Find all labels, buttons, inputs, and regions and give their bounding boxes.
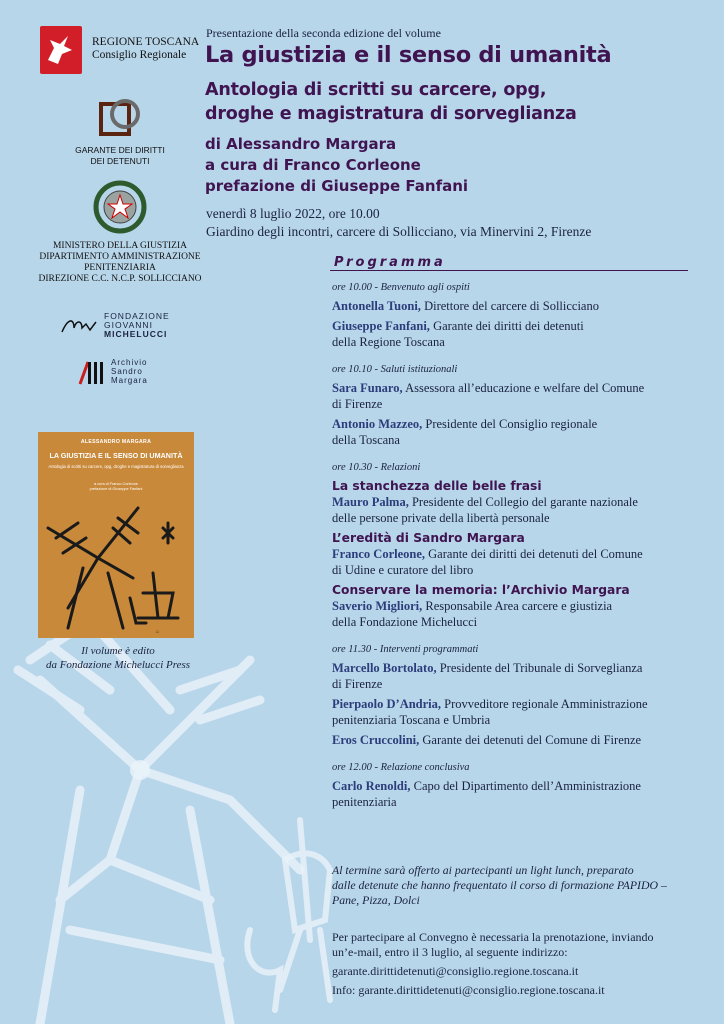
speaker-name: Sara Funaro, <box>332 381 403 395</box>
speaker-role: Provveditore regionale Amministrazione <box>444 697 648 711</box>
talk-title: La stanchezza delle belle frasi <box>332 479 542 493</box>
book-author: ALESSANDRO MARGARA <box>80 439 152 445</box>
speaker-entry <box>332 696 692 728</box>
archivio-margara-logo <box>78 358 188 388</box>
speaker-role-cont: di Udine e curatore del libro <box>332 563 474 577</box>
presentation-label: Presentazione della seconda edizione del volume <box>206 26 441 40</box>
book-credits <box>48 482 184 492</box>
speaker-name: Mauro Palma, <box>332 495 409 509</box>
ministero-line-2: DIPARTIMENTO AMMINISTRAZIONE <box>39 252 201 262</box>
italian-emblem-icon <box>93 180 147 234</box>
archivio-line-1: Archivio <box>111 358 148 367</box>
regione-line-1: REGIONE TOSCANA <box>92 36 200 48</box>
talk-title: L’eredità di Sandro Margara <box>332 531 525 545</box>
speaker-name: Marcello Bortolato, <box>332 661 437 675</box>
speaker-entry <box>332 494 692 526</box>
speaker-entry <box>332 546 692 578</box>
speaker-role-cont: della Fondazione Michelucci <box>332 615 478 629</box>
credit-preface: prefazione di Giuseppe Fanfani <box>205 177 469 195</box>
speaker-role: Direttore del carcere di Sollicciano <box>424 299 599 313</box>
speaker-name: Antonella Tuoni, <box>332 299 421 313</box>
book-cover <box>38 432 194 638</box>
fondazione-line-3: MICHELUCCI <box>104 329 168 339</box>
talk-title: Conservare la memoria: l’Archivio Margara <box>332 583 630 597</box>
session-time: ore 10.00 - Benvenuto agli ospiti <box>332 282 470 293</box>
speaker-name: Giuseppe Fanfani, <box>332 319 430 333</box>
fondazione-line-2: GIOVANNI <box>104 320 153 330</box>
speaker-entry <box>332 732 692 748</box>
lunch-note <box>332 863 692 908</box>
speaker-role: Responsabile Area carcere e giustizia <box>425 599 613 613</box>
michelucci-signature-icon <box>60 316 102 336</box>
booking-line-1: Per partecipare al Convegno è necessaria la prenotazione, inviando <box>332 930 654 944</box>
book-subtitle: Antologia di scritti su carcere, opg, droghe e magistratura di sorveglianza <box>48 464 184 469</box>
booking-info <box>332 930 692 1002</box>
speaker-role: Assessora all’educazione e welfare del Comune <box>405 381 645 395</box>
book-note-line-1: Il volume è edito <box>81 645 155 657</box>
event-place: Giardino degli incontri, carcere di Sollicciano, via Minervini 2, Firenze <box>206 224 592 239</box>
speaker-entry <box>332 380 692 412</box>
credit-curator: a cura di Franco Corleone <box>205 156 421 174</box>
book-publisher-note <box>38 644 198 672</box>
event-subtitle <box>205 78 577 126</box>
garante-logo <box>20 96 220 167</box>
event-date: venerdì 8 luglio 2022, ore 10.00 <box>206 206 380 221</box>
svg-text:⌂: ⌂ <box>156 629 160 635</box>
ministero-line-1: MINISTERO DELLA GIUSTIZIA <box>52 241 188 251</box>
garante-line-2: DEI DETENUTI <box>90 156 150 166</box>
speaker-role-cont: delle persone private della libertà personale <box>332 511 550 525</box>
event-when-where <box>206 205 591 241</box>
speaker-role-cont: della Toscana <box>332 433 400 447</box>
event-credits <box>205 134 468 197</box>
regione-line-2: Consiglio Regionale <box>92 49 187 61</box>
session-time: ore 10.30 - Relazioni <box>332 462 421 473</box>
speaker-role: Presidente del Tribunale di Sorveglianza <box>439 661 643 675</box>
speaker-name: Antonio Mazzeo, <box>332 417 423 431</box>
speaker-entry <box>332 778 692 810</box>
lunch-line-1: Al termine sarà offerto ai partecipanti un light lunch, preparato <box>332 863 634 877</box>
event-title: La giustizia e il senso di umanità <box>205 42 612 68</box>
book-note-line-2: da Fondazione Michelucci Press <box>45 659 191 671</box>
lunch-line-2: dalle detenute che hanno frequentato il corso di formazione PAPIDO – <box>332 878 667 892</box>
speaker-entry <box>332 416 692 448</box>
ministero-line-4: DIREZIONE C.C. N.C.P. SOLLICCIANO <box>38 274 202 284</box>
pegasus-flag-icon <box>40 26 82 74</box>
speaker-entry <box>332 298 692 314</box>
session-time: ore 10.10 - Saluti istituzionali <box>332 364 458 375</box>
speaker-name: Saverio Migliori, <box>332 599 423 613</box>
lunch-line-3: Pane, Pizza, Dolci <box>332 893 420 907</box>
speaker-role: Capo del Dipartimento dell’Amministrazione <box>413 779 641 793</box>
speaker-role: Garante dei diritti dei detenuti <box>433 319 584 333</box>
speaker-name: Franco Corleone, <box>332 547 426 561</box>
speaker-entry <box>332 598 692 630</box>
book-title: LA GIUSTIZIA E IL SENSO DI UMANITÀ <box>49 451 183 460</box>
speaker-entry <box>332 660 692 692</box>
booking-text <box>332 930 692 960</box>
speaker-entry <box>332 318 692 350</box>
speaker-role-cont: penitenziaria Toscana e Umbria <box>332 713 491 727</box>
speaker-name: Eros Cruccolini, <box>332 733 420 747</box>
subtitle-line-2: droghe e magistratura di sorveglianza <box>205 104 577 124</box>
speaker-role-cont: di Firenze <box>332 677 383 691</box>
speaker-role: Garante dei detenuti del Comune di Firenze <box>422 733 642 747</box>
speaker-role: Presidente del Consiglio regionale <box>425 417 598 431</box>
regione-toscana-text <box>92 36 199 62</box>
info-email-link[interactable]: Info: garante.dirittidetenuti@consiglio.regione.toscana.it <box>332 983 605 997</box>
book-curatore: a cura di Franco Corleone <box>94 482 138 486</box>
speaker-role-cont: della Regione Toscana <box>332 335 445 349</box>
programme-list <box>332 278 692 814</box>
book-prefazione: prefazione di Giuseppe Fanfani <box>89 487 143 491</box>
archivio-line-2: Sandro <box>111 367 143 376</box>
ministero-line-3: PENITENZIARIA <box>84 263 156 273</box>
programme-divider <box>330 270 688 271</box>
archivio-line-3: Margara <box>111 376 148 385</box>
booking-email-link[interactable]: garante.dirittidetenuti@consiglio.regione.toscana.it <box>332 964 579 978</box>
garante-line-1: GARANTE DEI DIRITTI <box>75 145 165 155</box>
speaker-name: Pierpaolo D’Andria, <box>332 697 442 711</box>
speaker-role-cont: di Firenze <box>332 397 383 411</box>
booking-line-2: un’e-mail, entro il 3 luglio, al seguente indirizzo: <box>332 945 568 959</box>
archivio-bars-icon <box>78 360 108 386</box>
speaker-role: Garante dei diritti dei detenuti del Comune <box>428 547 643 561</box>
don-quixote-windmill-icon <box>38 498 194 638</box>
garante-square-icon <box>97 96 143 140</box>
subtitle-line-1: Antologia di scritti su carcere, opg, <box>205 80 547 100</box>
fondazione-line-1: FONDAZIONE <box>104 311 170 321</box>
credit-author: di Alessandro Margara <box>205 135 397 153</box>
session-time: ore 12.00 - Relazione conclusiva <box>332 762 470 773</box>
session-time: ore 11.30 - Interventi programmati <box>332 644 479 655</box>
ministero-block <box>20 180 220 285</box>
programme-heading: Programma <box>334 255 446 270</box>
speaker-name: Carlo Renoldi, <box>332 779 411 793</box>
fondazione-michelucci-logo <box>60 312 180 340</box>
speaker-role-cont: penitenziaria <box>332 795 397 809</box>
speaker-role: Presidente del Collegio del garante nazionale <box>411 495 638 509</box>
